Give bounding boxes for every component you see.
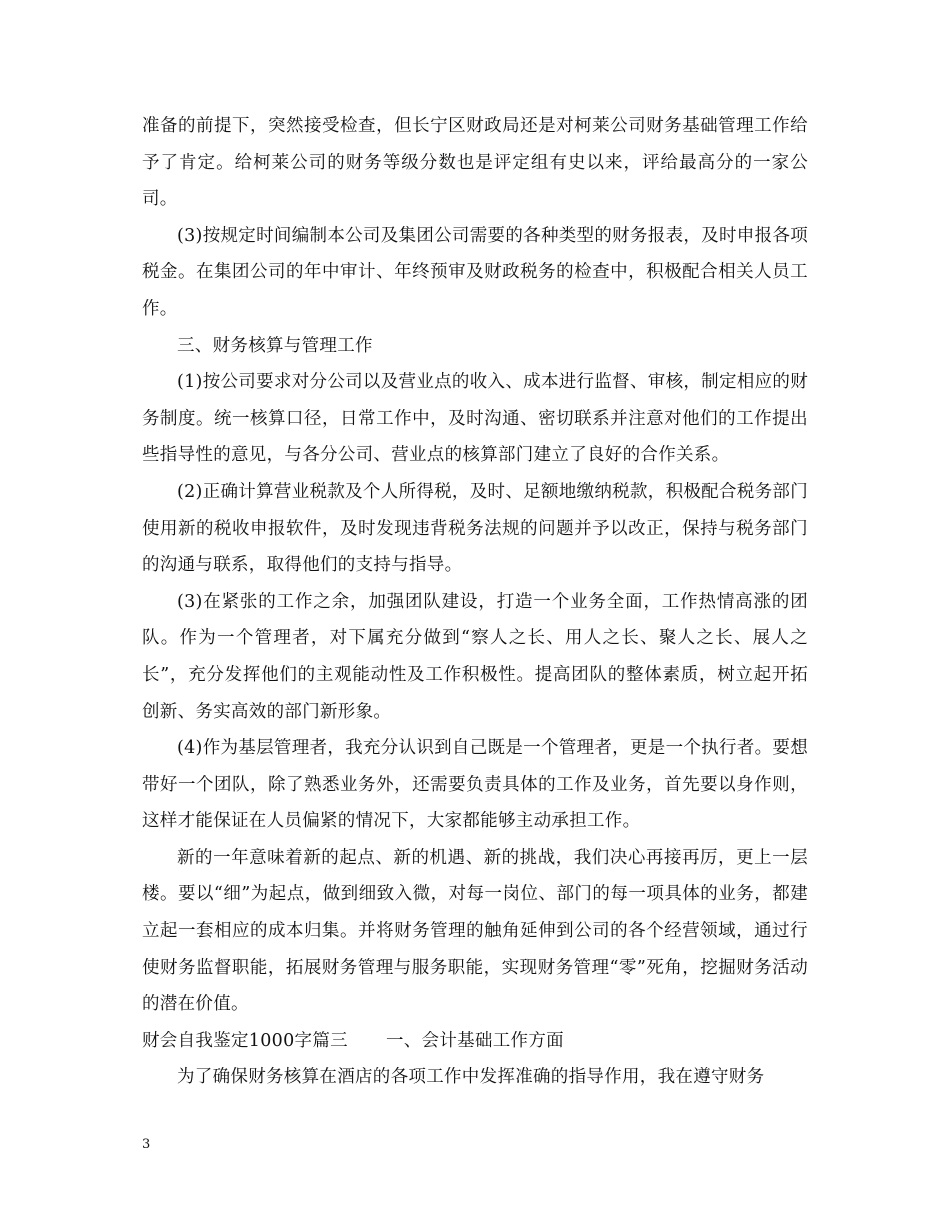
page-number: 3 xyxy=(142,1137,151,1152)
paragraph-branch-supervision: (1)按公司要求对分公司以及营业点的收入、成本进行监督、审核，制定相应的财务制度。统一核算口径，日常工作中，及时沟通、密切联系并注意对他们的工作提出些指导性的意见，与各分公司、营业点的核算部门建立了良好的合作关系。 xyxy=(142,372,808,466)
paragraph-continuation: 准备的前提下，突然接受检查，但长宁区财政局还是对柯莱公司财务基础管理工作给予了肯定。给柯莱公司的财务等级分数也是评定组有史以来，评给最高分的一家公司。 xyxy=(142,116,808,210)
section-subtitle: 一、会计基础工作方面 xyxy=(385,1030,564,1051)
paragraph-tax-calculation: (2)正确计算营业税款及个人所得税，及时、足额地缴纳税款，积极配合税务部门使用新的税收申报软件，及时发现违背税务法规的问题并予以改正，保持与税务部门的沟通与联系，取得他们的支持与指导。 xyxy=(142,481,808,576)
paragraph-accounting-basics: 为了确保财务核算在酒店的各项工作中发挥准确的指导作用，我在遵守财务 xyxy=(177,1067,765,1088)
section-heading-accounting-management: 三、财务核算与管理工作 xyxy=(177,335,373,356)
paragraph-team-building: (3)在紧张的工作之余，加强团队建设，打造一个业务全面，工作热情高涨的团队。作为一个管理者，对下属充分做到“察人之长、用人之长、聚人之长、展人之长”，充分发挥他们的主观能动性及工作积极性。提高团队的整体素质，树立起开拓创新、务实高效的部门新形象。 xyxy=(142,591,808,722)
paragraph-grassroots-manager: (4)作为基层管理者，我充分认识到自己既是一个管理者，更是一个执行者。要想带好一个团队，除了熟悉业务外，还需要负责具体的工作及业务，首先要以身作则，这样才能保证在人员偏紧的情况下，大家都能够主动承担工作。 xyxy=(142,738,808,832)
document-body xyxy=(142,108,808,1096)
section-title-line xyxy=(142,1023,808,1060)
section-title: 财会自我鉴定1000字篇三 xyxy=(142,1030,348,1051)
paragraph-financial-statements: (3)按规定时间编制本公司及集团公司需要的各种类型的财务报表，及时申报各项税金。在集团公司的年中审计、年终预审及财政税务的检查中，积极配合相关人员工作。 xyxy=(142,225,808,319)
paragraph-new-year-goals: 新的一年意味着新的起点、新的机遇、新的挑战，我们决心再接再厉，更上一层楼。要以“细”为起点，做到细致入微，对每一岗位、部门的每一项具体的业务，都建立起一套相应的成本归集。并将财务管理的触角延伸到公司的各个经营领域，通过行使财务监督职能，拓展财务管理与服务职能，实现财务管理“零”死角，挖掘财务活动的潜在价值。 xyxy=(142,847,808,1015)
